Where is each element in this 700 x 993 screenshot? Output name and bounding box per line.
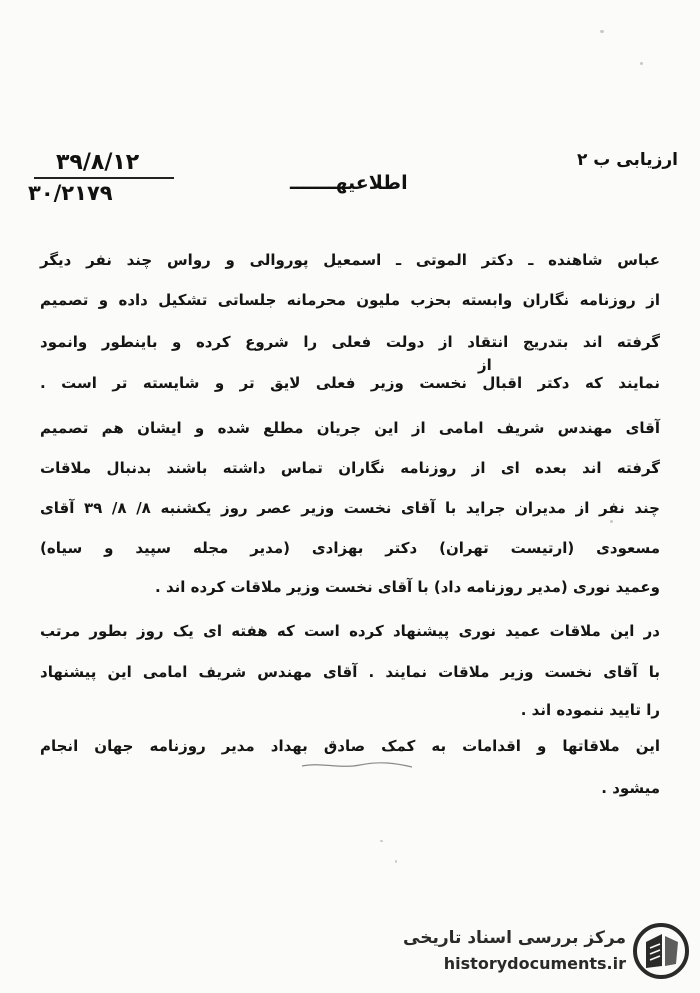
classification-label: ارزیابی ب ۲ <box>576 150 678 170</box>
title-tatweel: ـــــــ <box>290 172 336 194</box>
body-line: مسعودی (ارتیست تهران) دکتر بهزادی (مدیر مجله سپید و سیاه) <box>40 539 660 557</box>
document-number: ۳۰/۲۱۷۹ <box>28 181 113 205</box>
archive-name: مرکز بررسی اسناد تاریخی <box>403 928 626 948</box>
body-line: آقای مهندس شریف امامی از این جریان مطلع شده و ایشان هم تصمیم <box>40 419 660 437</box>
archive-url: historydocuments.ir <box>443 954 626 973</box>
body-line: از روزنامه نگاران وابسته بحزب ملیون محرمانه جلساتی تشکیل داده و تصمیم <box>40 291 660 309</box>
reference-divider <box>34 177 174 179</box>
document-title <box>290 172 408 194</box>
body-line: چند نفر از مدیران جراید با آقای نخست وزیر عصر روز یکشنبه ۸/ ۸/ ۳۹ آقای <box>40 499 660 517</box>
body-line: وعمید نوری (مدیر روزنامه داد) با آقای نخست وزیر ملاقات کرده اند . <box>155 578 660 596</box>
scan-speck <box>380 840 383 842</box>
scan-speck <box>395 860 397 863</box>
document-title-text: اطلاعیه <box>335 172 408 194</box>
body-line: این ملاقاتها و اقدامات به کمک صادق بهداد مدیر روزنامه جهان انجام <box>40 737 660 755</box>
handwritten-insertion: از <box>478 356 492 374</box>
body-line: در این ملاقات عمید نوری پیشنهاد کرده است که هفته ای یک روز بطور مرتب <box>40 622 660 640</box>
archive-watermark <box>403 922 690 984</box>
body-line: با آقای نخست وزیر ملاقات نمایند . آقای مهندس شریف امامی این پیشنهاد <box>40 663 660 681</box>
body-line: گرفته اند بعده ای از روزنامه نگاران تماس داشته باشند بدنبال ملاقات <box>40 459 660 477</box>
body-line: عباس شاهنده ـ دکتر الموتی ـ اسمعیل پوروالی و رواس چند نفر دیگر <box>40 251 660 269</box>
document-date: ۳۹/۸/۱۲ <box>56 150 140 175</box>
scan-speck <box>600 30 604 33</box>
archive-logo-icon <box>632 922 690 980</box>
body-line: نمایند که دکتر اقبال نخست وزیر فعلی لایق تر و شایسته تر است . <box>40 374 660 392</box>
reference-block <box>28 150 178 205</box>
body-line: گرفته اند بتدریج انتقاد از دولت فعلی را شروع کرده و باینطور وانمود <box>40 333 660 351</box>
underline-scribble <box>300 760 415 772</box>
scan-speck <box>610 520 613 523</box>
scan-speck <box>640 62 643 65</box>
body-line: را تایید ننموده اند . <box>520 701 660 719</box>
body-line: میشود . <box>601 779 660 797</box>
